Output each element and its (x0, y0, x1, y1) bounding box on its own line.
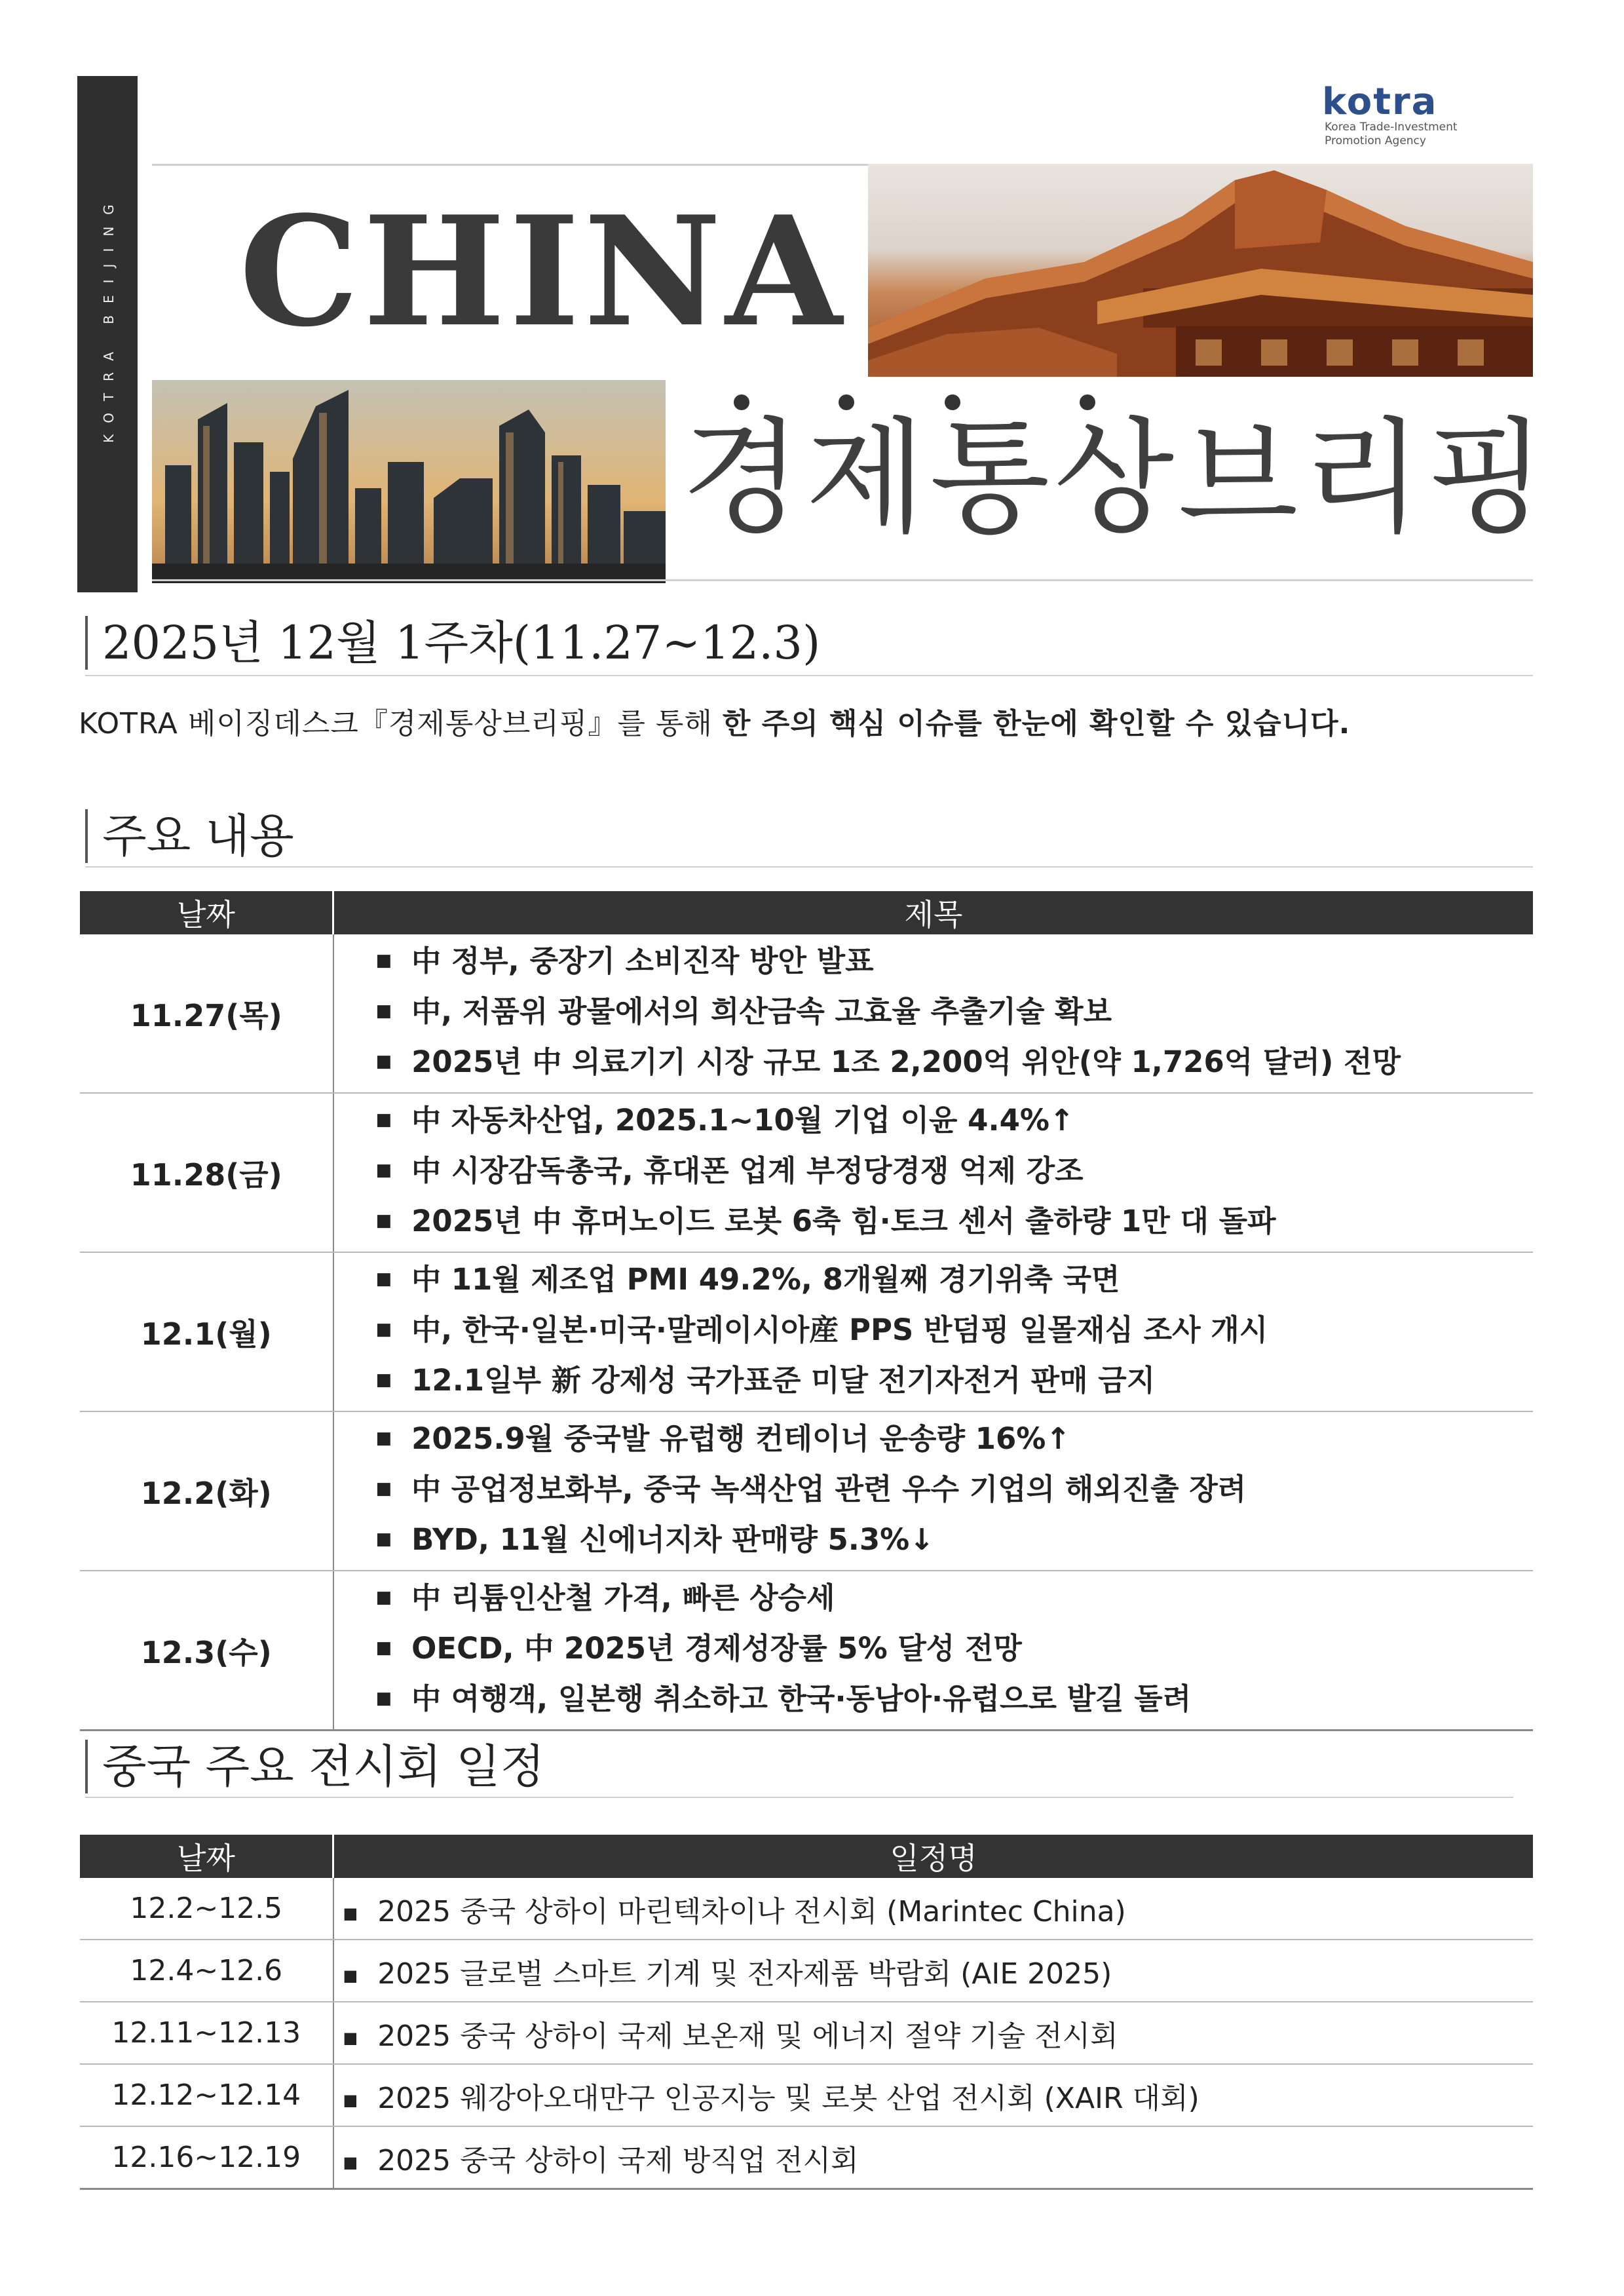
intro-text (79, 700, 1350, 742)
logo-wordmark: kotra (1322, 81, 1438, 123)
row-date: 12.3(수) (80, 1571, 333, 1731)
kotra-logo (1322, 81, 1519, 148)
expo-name-cell (333, 2126, 1534, 2189)
banner-title-korean: 경제통상브리핑 (681, 406, 1551, 550)
row-items (333, 1571, 1534, 1731)
list-item: ■ BYD, 11월 신에너지차 판매량 5.3%↓ (376, 1516, 1534, 1566)
row-date: 11.27(목) (80, 934, 333, 1093)
list-item: ■ 2025.9월 중국발 유럽행 컨테이너 운송량 16%↑ (376, 1415, 1534, 1465)
exhibitions-table (80, 1835, 1533, 2190)
bullet-icon: ■ (343, 2152, 358, 2172)
summary-col-date: 날짜 (80, 891, 333, 934)
list-item: ■ 中 리튬인산철 가격, 빠른 상승세 (376, 1574, 1534, 1624)
table-row (80, 934, 1533, 1093)
row-items (333, 1252, 1534, 1411)
expo-name-cell (333, 1940, 1534, 2002)
logo-subtitle-2: Promotion Agency (1325, 134, 1426, 147)
list-item: ■ 中 11월 제조업 PMI 49.2%, 8개월째 경기위축 국면 (376, 1255, 1534, 1306)
row-date: 12.2(화) (80, 1411, 333, 1571)
summary-heading-underline (85, 866, 1533, 868)
list-item: ■ OECD, 中 2025년 경제성장률 5% 달성 전망 (376, 1624, 1534, 1675)
table-row (80, 1571, 1533, 1731)
expo-date: 12.11~12.13 (80, 2002, 333, 2064)
beijing-skyline-photo (152, 380, 666, 583)
table-row (80, 2002, 1533, 2064)
list-item: ■ 2025년 中 휴머노이드 로봇 6축 힘·토크 센서 출하량 1만 대 돌파 (376, 1197, 1534, 1248)
expo-date: 12.4~12.6 (80, 1940, 333, 2002)
bullet-icon: ■ (343, 1904, 358, 1923)
bullet-icon: ■ (343, 2028, 358, 2047)
intro-bold: 한 주의 핵심 이슈를 한눈에 확인할 수 있습니다. (722, 707, 1351, 740)
list-item: ■ 中, 한국·일본·미국·말레이시아産 PPS 반덤핑 일몰재심 조사 개시 (376, 1306, 1534, 1356)
expo-date: 12.16~12.19 (80, 2126, 333, 2189)
row-date: 11.28(금) (80, 1093, 333, 1252)
table-row (80, 1252, 1533, 1411)
expo-name-cell (333, 1878, 1534, 1940)
table-row (80, 1940, 1533, 2002)
row-items (333, 934, 1534, 1093)
table-row (80, 1093, 1533, 1252)
table-row (80, 2126, 1533, 2189)
row-items (333, 1093, 1534, 1252)
banner-title-china: CHINA (239, 183, 846, 360)
table-row (80, 1411, 1533, 1571)
sidebar-label: KOTRA BEIJING (101, 193, 117, 443)
exhibitions-heading-underline (85, 1797, 1513, 1798)
bullet-icon: ■ (343, 1966, 358, 1985)
table-row (80, 2064, 1533, 2126)
expo-date: 12.12~12.14 (80, 2064, 333, 2126)
summary-heading: 주요 내용 (85, 809, 294, 863)
expo-name-cell (333, 2064, 1534, 2126)
exhibitions-col-name: 일정명 (333, 1835, 1534, 1878)
list-item: ■ 中, 저품위 광물에서의 희산금속 고효율 추출기술 확보 (376, 987, 1534, 1038)
table-row (80, 1878, 1533, 1940)
summary-col-title: 제목 (333, 891, 1534, 934)
expo-name: 2025 웨강아오대만구 인공지능 및 로봇 산업 전시회 (XAIR 대회) (377, 2081, 1199, 2115)
list-item: ■ 中 정부, 중장기 소비진작 방안 발표 (376, 937, 1534, 987)
row-items (333, 1411, 1534, 1571)
intro-plain: KOTRA 베이징데스크『경제통상브리핑』를 통해 (79, 707, 723, 740)
list-item: ■ 2025년 中 의료기기 시장 규모 1조 2,200억 위안(약 1,726억 달러) 전망 (376, 1038, 1534, 1088)
expo-name-cell (333, 2002, 1534, 2064)
forbidden-city-roof-photo (868, 164, 1533, 377)
logo-subtitle-1: Korea Trade-Investment (1325, 121, 1458, 134)
list-item: ■ 中 여행객, 일본행 취소하고 한국·동남아·유럽으로 발길 돌려 (376, 1675, 1534, 1725)
list-item: ■ 中 시장감독총국, 휴대폰 업계 부정당경쟁 억제 강조 (376, 1147, 1534, 1197)
bullet-icon: ■ (343, 2090, 358, 2109)
expo-date: 12.2~12.5 (80, 1878, 333, 1940)
list-item: ■ 中 공업정보화부, 중국 녹색산업 관련 우수 기업의 해외진출 장려 (376, 1465, 1534, 1516)
list-item: ■ 12.1일부 新 강제성 국가표준 미달 전기자전거 판매 금지 (376, 1356, 1534, 1407)
issue-heading: 2025년 12월 1주차(11.27~12.3) (85, 616, 820, 670)
expo-name: 2025 중국 상하이 국제 방직업 전시회 (377, 2143, 859, 2177)
issue-heading-underline (85, 675, 1533, 676)
summary-table (80, 891, 1533, 1731)
row-date: 12.1(월) (80, 1252, 333, 1411)
expo-name: 2025 중국 상하이 마린텍차이나 전시회 (Marintec China) (377, 1894, 1126, 1928)
banner-divider-top (152, 164, 876, 166)
expo-name: 2025 중국 상하이 국제 보온재 및 에너지 절약 기술 전시회 (377, 2019, 1118, 2053)
expo-name: 2025 글로벌 스마트 기계 및 전자제품 박람회 (AIE 2025) (377, 1957, 1112, 1991)
banner-divider-bottom (152, 579, 1533, 581)
list-item: ■ 中 자동차산업, 2025.1~10월 기업 이윤 4.4%↑ (376, 1096, 1534, 1147)
exhibitions-col-date: 날짜 (80, 1835, 333, 1878)
exhibitions-heading: 중국 주요 전시회 일정 (85, 1740, 544, 1793)
